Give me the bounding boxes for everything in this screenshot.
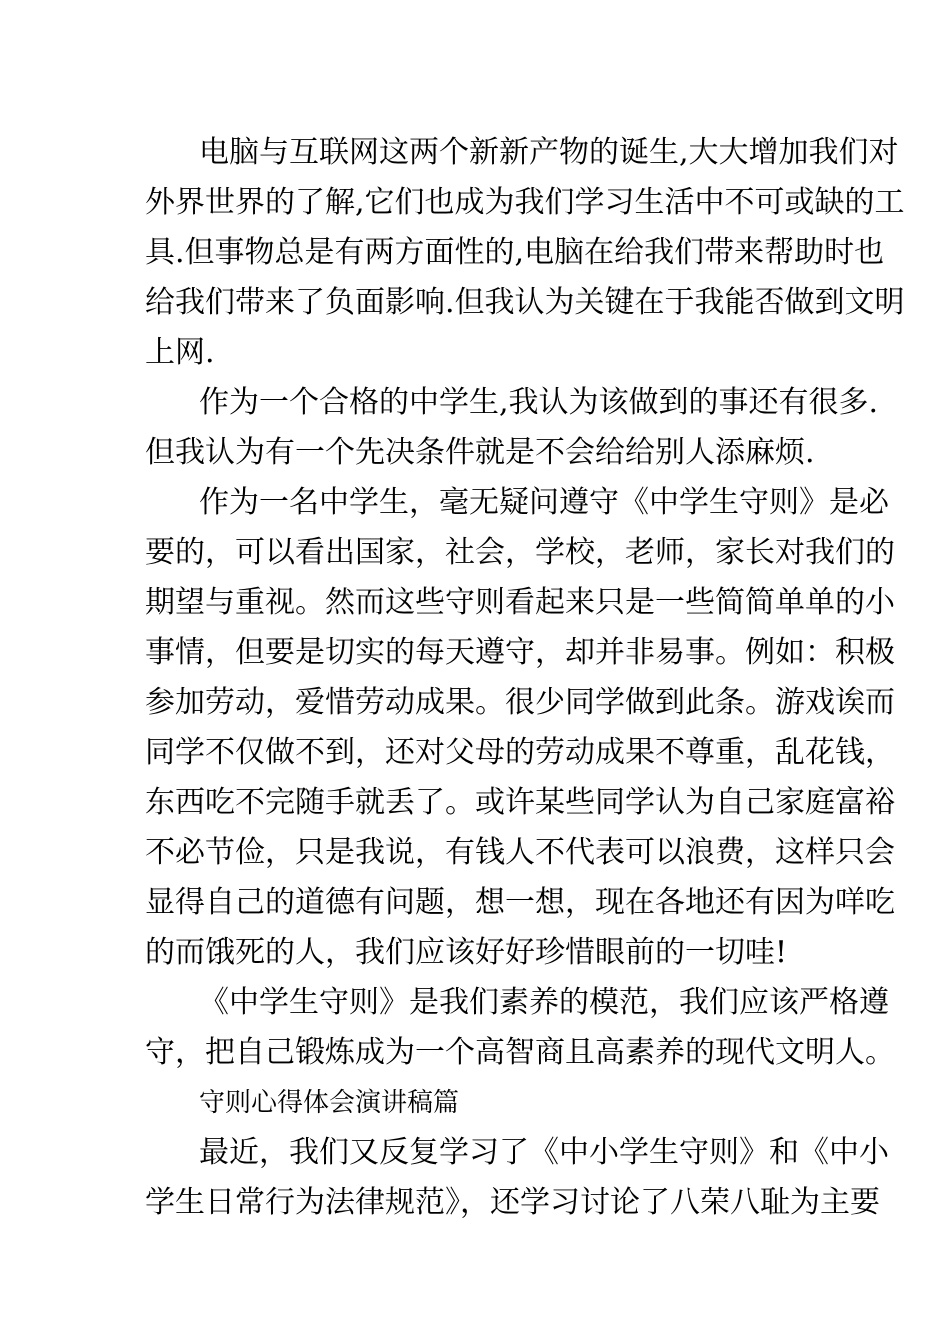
paragraph-4-line-1: 《中学生守则》是我们素养的模范，我们应该严格遵: [199, 985, 889, 1020]
paragraph-3-line-6: 同学不仅做不到，还对父母的劳动成果不尊重，乱花钱，: [145, 735, 895, 770]
paragraph-1-line-5: 上网.: [145, 335, 215, 370]
paragraph-3-line-3: 期望与重视。然而这些守则看起来只是一些简简单单的小: [145, 585, 895, 620]
paragraph-3-line-1: 作为一名中学生，毫无疑问遵守《中学生守则》是必: [199, 485, 889, 520]
paragraph-5-line-1: 最近，我们又反复学习了《中小学生守则》和《中小: [199, 1135, 889, 1170]
paragraph-1-line-1: 电脑与互联网这两个新新产物的诞生,大大增加我们对: [199, 135, 899, 170]
section-heading: 守则心得体会演讲稿篇: [199, 1088, 460, 1118]
paragraph-3-line-4: 事情，但要是切实的每天遵守，却并非易事。例如：积极: [145, 635, 895, 670]
paragraph-3-line-9: 显得自己的道德有问题，想一想，现在各地还有因为咩吃: [145, 885, 895, 920]
paragraph-3-line-7: 东西吃不完随手就丢了。或许某些同学认为自己家庭富裕: [145, 785, 895, 820]
document-body: [145, 128, 905, 1228]
paragraph-3-line-5: 参加劳动，爱惜劳动成果。很少同学做到此条。游戏诶而: [145, 685, 895, 720]
paragraph-4-line-2: 守，把自己锻炼成为一个高智商且高素养的现代文明人。: [145, 1035, 895, 1070]
paragraph-3-line-2: 要的，可以看出国家，社会，学校，老师，家长对我们的: [145, 535, 895, 570]
paragraph-5-line-2: 学生日常行为法律规范》，还学习讨论了八荣八耻为主要: [145, 1185, 880, 1220]
paragraph-1-line-4: 给我们带来了负面影响.但我认为关键在于我能否做到文明: [145, 285, 905, 320]
paragraph-1-line-2: 外界世界的了解,它们也成为我们学习生活中不可或缺的工: [145, 185, 905, 220]
paragraph-1-line-3: 具.但事物总是有两方面性的,电脑在给我们带来帮助时也: [145, 235, 885, 270]
paragraph-3-line-8: 不必节俭，只是我说，有钱人不代表可以浪费，这样只会: [145, 835, 895, 870]
paragraph-3-line-10: 的而饿死的人，我们应该好好珍惜眼前的一切哇!: [145, 935, 788, 970]
paragraph-2-line-2: 但我认为有一个先决条件就是不会给给别人添麻烦.: [145, 435, 815, 470]
paragraph-2-line-1: 作为一个合格的中学生,我认为该做到的事还有很多.: [199, 385, 879, 420]
